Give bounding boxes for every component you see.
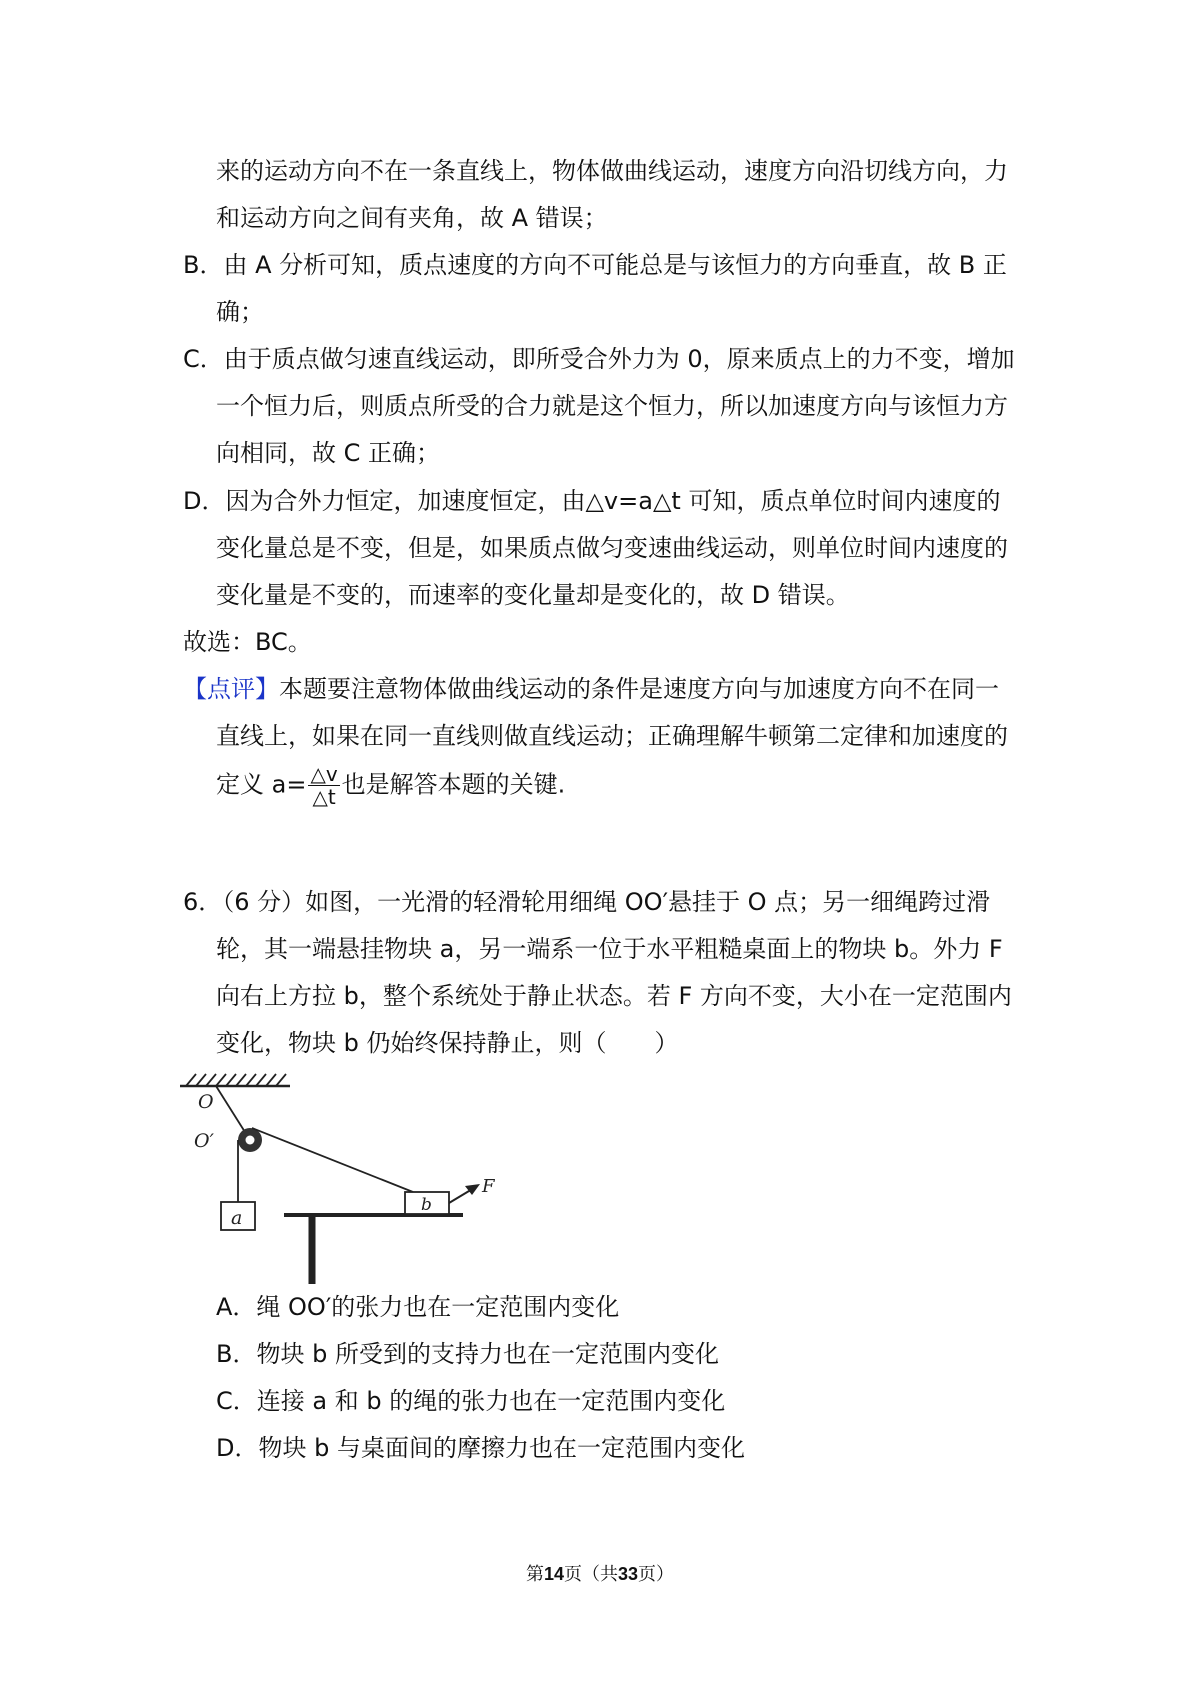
solution-line: 确；	[216, 298, 264, 326]
label-b: b	[421, 1195, 432, 1215]
solution-line: 变化量总是不变，但是，如果质点做匀变速曲线运动，则单位时间内速度的	[216, 534, 1008, 562]
solution-line: 向相同，故 C 正确；	[216, 439, 441, 467]
solution-line: 一个恒力后，则质点所受的合力就是这个恒力，所以加速度方向与该恒力方	[216, 392, 1008, 420]
rope-to-b	[252, 1128, 413, 1192]
option-d: D．物块 b 与桌面间的摩擦力也在一定范围内变化	[216, 1434, 745, 1462]
question-stem: 变化，物块 b 仍始终保持静止，则（ ）	[216, 1029, 679, 1057]
question-stem: 6．（6 分）如图，一光滑的轻滑轮用细绳 OO′悬挂于 O 点；另一细绳跨过滑	[183, 888, 991, 916]
footer-middle: 页（共	[564, 1564, 618, 1585]
solution-option-d: D．因为合外力恒定，加速度恒定，由△v=a△t 可知，质点单位时间内速度的	[183, 487, 1001, 515]
comment-definition: 定义 a=	[216, 770, 307, 799]
label-o: O	[198, 1091, 214, 1113]
solution-line: 和运动方向之间有夹角，故 A 错误；	[216, 204, 608, 232]
pulley-diagram	[178, 1072, 498, 1287]
question-stem: 向右上方拉 b，整个系统处于静止状态。若 F 方向不变，大小在一定范围内	[216, 982, 1012, 1010]
solution-line: 来的运动方向不在一条直线上，物体做曲线运动，速度方向沿切线方向，力	[216, 157, 1008, 185]
label-f: F	[482, 1176, 495, 1197]
pulley-axle	[246, 1136, 255, 1145]
question-stem: 轮，其一端悬挂物块 a，另一端系一位于水平粗糙桌面上的物块 b。外力 F	[216, 935, 1003, 963]
option-a: A．绳 OO′的张力也在一定范围内变化	[216, 1293, 620, 1321]
force-arrowhead	[465, 1184, 480, 1195]
solution-option-c: C．由于质点做匀速直线运动，即所受合外力为 0，原来质点上的力不变，增加	[183, 345, 1015, 373]
option-b: B．物块 b 所受到的支持力也在一定范围内变化	[216, 1340, 719, 1368]
label-o-prime: O′	[194, 1130, 214, 1152]
comment-definition-suffix: 也是解答本题的关键.	[341, 770, 566, 799]
label-a: a	[231, 1207, 243, 1229]
footer-suffix: 页）	[638, 1564, 675, 1585]
option-c: C．连接 a 和 b 的绳的张力也在一定范围内变化	[216, 1387, 726, 1415]
fraction-numerator: △v	[310, 762, 338, 786]
solution-option-b: B．由 A 分析可知，质点速度的方向不可能总是与该恒力的方向垂直，故 B 正	[183, 251, 1007, 279]
current-page-number: 14	[543, 1564, 564, 1584]
solution-line: 变化量是不变的，而速率的变化量却是变化的，故 D 错误。	[216, 581, 850, 609]
acceleration-fraction	[308, 763, 339, 808]
comment-line	[183, 674, 999, 704]
fraction-denominator: △t	[312, 785, 336, 809]
answer-choice: 故选：BC。	[183, 628, 312, 656]
comment-line	[216, 763, 565, 808]
total-page-count: 33	[618, 1564, 639, 1584]
comment-tag: 【点评】	[183, 675, 279, 703]
ceiling-hatching	[186, 1074, 286, 1086]
comment-line: 直线上，如果在同一直线则做直线运动；正确理解牛顿第二定律和加速度的	[216, 722, 1008, 750]
comment-text: 本题要注意物体做曲线运动的条件是速度方向与加速度方向不在同一	[279, 675, 999, 703]
footer-prefix: 第	[525, 1564, 544, 1585]
page-footer	[0, 1560, 1200, 1586]
